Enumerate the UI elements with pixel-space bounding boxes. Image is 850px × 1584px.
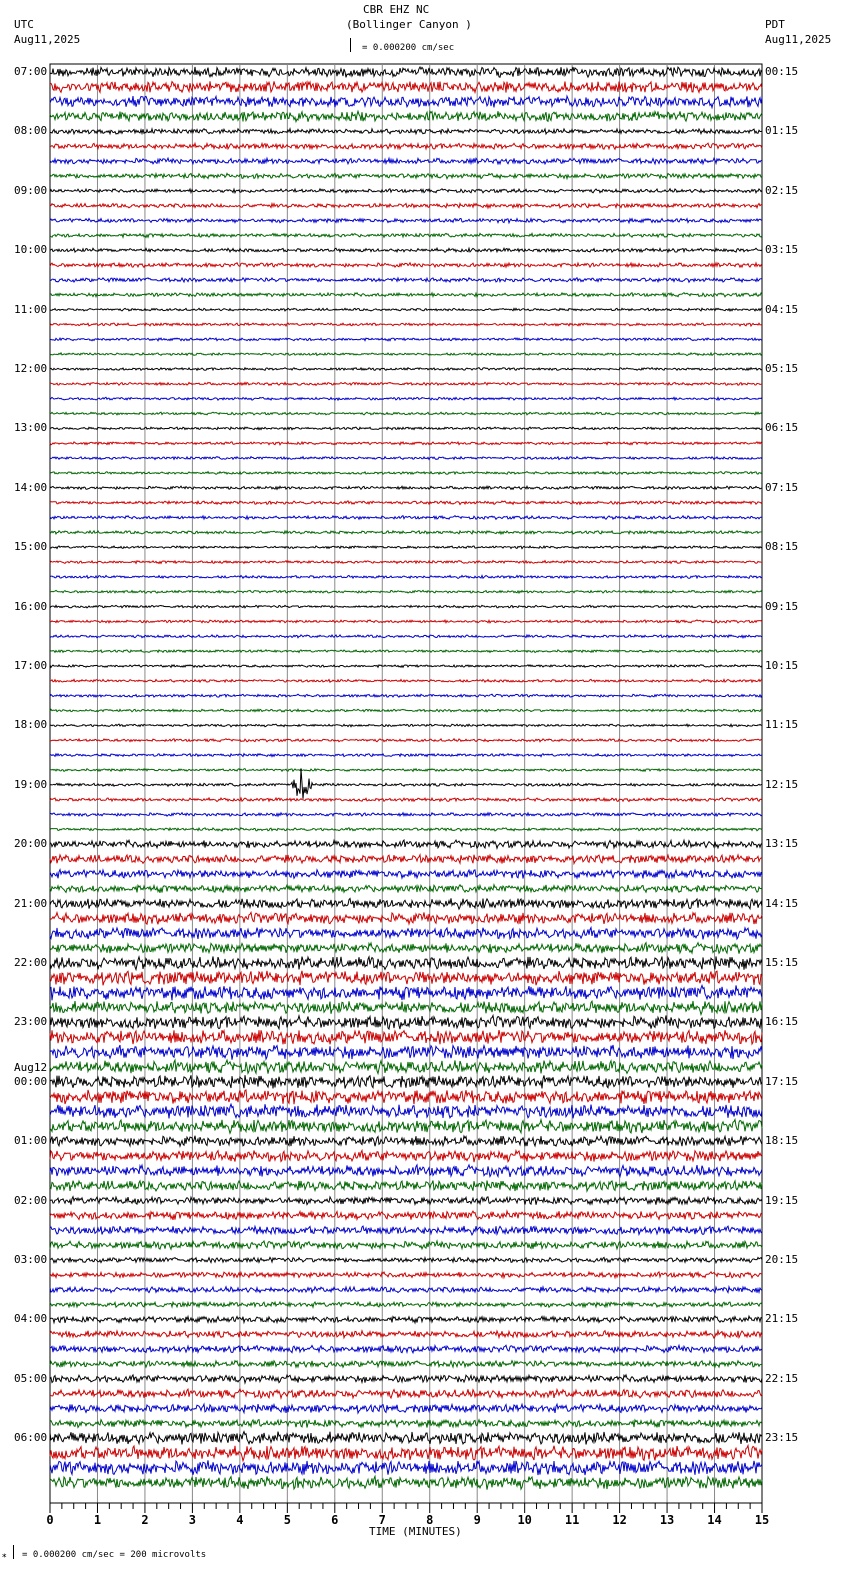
x-tick-label: 3 — [188, 1513, 197, 1527]
utc-hour-label: 17:00 — [14, 659, 48, 672]
x-tick-label: 1 — [93, 1513, 102, 1527]
seismic-trace — [50, 189, 762, 193]
seismic-trace — [50, 1432, 762, 1445]
footer-scale-note: = 0.000200 cm/sec = 200 microvolts — [22, 1550, 207, 1560]
utc-hour-label: 23:00 — [14, 1015, 48, 1029]
seismic-trace — [50, 724, 762, 727]
seismic-trace — [50, 1197, 762, 1205]
utc-hour-label: 05:00 — [14, 1371, 48, 1385]
x-tick-label: 5 — [283, 1513, 291, 1527]
seismic-trace — [50, 813, 762, 817]
seismic-trace — [50, 885, 762, 893]
pdt-hour-label: 15:15 — [765, 956, 799, 969]
seismic-trace — [50, 1241, 762, 1249]
seismic-trace — [50, 1136, 762, 1147]
seismic-trace — [50, 798, 762, 802]
seismic-trace — [50, 531, 762, 534]
seismic-trace — [50, 739, 762, 742]
seismic-trace — [50, 233, 762, 237]
seismic-trace — [50, 898, 762, 909]
utc-hour-label: 04:00 — [14, 1312, 48, 1326]
seismic-trace — [50, 956, 762, 969]
utc-hour-label: 15:00 — [14, 540, 48, 554]
seismic-trace — [50, 576, 762, 579]
x-tick-label: 0 — [46, 1513, 54, 1527]
utc-hour-label: 16:00 — [14, 599, 48, 613]
seismic-trace — [50, 1446, 762, 1461]
pdt-hour-label: 17:15 — [765, 1074, 799, 1088]
pdt-hour-label: 11:15 — [765, 718, 799, 732]
footer-scale-icon: ⁎ — [2, 1550, 7, 1560]
seismic-trace — [50, 293, 762, 297]
utc-hour-label: 11:00 — [14, 302, 48, 316]
seismic-trace — [50, 397, 762, 400]
seismic-trace — [50, 1030, 762, 1044]
pdt-hour-label: 03:15 — [765, 243, 799, 257]
seismic-trace — [50, 111, 762, 122]
seismic-trace — [50, 129, 762, 134]
seismic-trace — [50, 679, 762, 682]
seismic-trace — [50, 338, 762, 341]
seismic-trace — [50, 1211, 762, 1220]
pdt-hour-label: 22:15 — [765, 1371, 799, 1385]
left-timezone: UTC — [14, 18, 34, 31]
x-tick-label: 14 — [707, 1513, 722, 1527]
utc-hour-label: 19:00 — [14, 777, 48, 791]
x-tick-label: 9 — [473, 1513, 481, 1527]
seismic-trace — [50, 96, 762, 108]
pdt-hour-label: 13:15 — [765, 837, 799, 851]
seismic-trace — [50, 1104, 762, 1118]
x-tick-label: 8 — [426, 1513, 434, 1527]
seismic-trace — [50, 855, 762, 864]
seismic-trace — [50, 67, 762, 78]
seismic-trace — [50, 323, 762, 326]
utc-hour-label: 07:00 — [14, 65, 48, 78]
seismic-trace — [50, 1361, 762, 1368]
seismic-trace — [50, 219, 762, 223]
utc-hour-label: 20:00 — [14, 837, 48, 851]
seismic-trace — [50, 353, 762, 356]
seismic-trace — [50, 263, 762, 268]
scale-label: = 0.000200 cm/sec — [362, 43, 455, 53]
seismic-trace — [50, 1226, 762, 1235]
x-tick-label: 10 — [517, 1513, 532, 1527]
utc-hour-label: 09:00 — [14, 183, 48, 197]
seismic-trace — [50, 769, 762, 772]
left-date: Aug11,2025 — [14, 33, 81, 46]
seismic-trace — [50, 308, 762, 311]
seismic-trace — [50, 635, 762, 638]
pdt-hour-label: 23:15 — [765, 1431, 799, 1445]
x-tick-label: 15 — [754, 1513, 770, 1527]
seismic-trace — [50, 516, 762, 520]
seismic-trace — [50, 1375, 762, 1383]
seismic-trace — [50, 912, 762, 924]
seismic-trace — [50, 382, 762, 385]
pdt-hour-label: 07:15 — [765, 480, 799, 494]
seismic-trace — [50, 828, 762, 831]
seismic-trace — [50, 412, 762, 415]
seismic-trace — [50, 278, 762, 282]
seismic-trace — [50, 1150, 762, 1162]
seismic-trace — [50, 1302, 762, 1307]
seismic-trace — [50, 173, 762, 178]
utc-hour-label: 00:00 — [14, 1074, 48, 1088]
seismic-trace — [50, 368, 762, 371]
x-tick-label: 12 — [612, 1513, 627, 1527]
seismic-trace — [50, 427, 762, 430]
pdt-hour-label: 04:15 — [765, 302, 799, 316]
seismic-trace — [50, 1460, 762, 1475]
seismic-trace — [50, 650, 762, 653]
seismic-trace — [50, 1420, 762, 1428]
utc-hour-label: 10:00 — [14, 243, 48, 257]
right-timezone: PDT — [765, 18, 785, 31]
pdt-hour-label: 20:15 — [765, 1253, 799, 1266]
x-axis-label: TIME (MINUTES) — [369, 1525, 462, 1538]
seismic-trace — [50, 1389, 762, 1398]
utc-hour-label: 06:00 — [14, 1431, 48, 1445]
seismic-trace — [50, 943, 762, 954]
seismic-trace — [50, 442, 762, 445]
seismic-trace — [50, 870, 762, 879]
pdt-hour-label: 21:15 — [765, 1312, 799, 1326]
pdt-hour-label: 12:15 — [765, 777, 799, 791]
seismic-trace — [50, 1001, 762, 1015]
utc-hour-label: 21:00 — [14, 896, 48, 910]
pdt-hour-label: 06:15 — [765, 421, 799, 435]
seismic-trace — [50, 1120, 762, 1134]
seismic-trace — [50, 1316, 762, 1323]
seismic-trace — [50, 620, 762, 623]
seismic-trace — [50, 1476, 762, 1489]
seismic-trace — [50, 590, 762, 593]
pdt-hour-label: 16:15 — [765, 1015, 799, 1029]
seismic-trace — [50, 1287, 762, 1293]
seismic-trace — [50, 694, 762, 697]
seismic-trace — [50, 1404, 762, 1413]
x-tick-label: 6 — [331, 1513, 339, 1527]
x-tick-label: 13 — [659, 1513, 675, 1527]
station-name: (Bollinger Canyon ) — [346, 18, 472, 31]
seismic-trace — [50, 501, 762, 505]
x-tick-label: 4 — [236, 1513, 244, 1527]
seismic-trace — [50, 1257, 762, 1262]
seismic-trace — [50, 1181, 762, 1192]
seismic-trace — [50, 665, 762, 668]
right-date: Aug11,2025 — [765, 33, 832, 46]
seismic-trace — [50, 546, 762, 549]
utc-hour-label: 08:00 — [14, 124, 48, 138]
x-tick-label: 11 — [564, 1513, 580, 1527]
utc-hour-label: 13:00 — [14, 421, 48, 435]
pdt-hour-label: 05:15 — [765, 362, 799, 375]
seismic-trace — [50, 486, 762, 489]
seismic-trace — [50, 1272, 762, 1278]
pdt-hour-label: 09:15 — [765, 599, 799, 613]
utc-hour-label: 03:00 — [14, 1253, 48, 1266]
seismic-trace — [50, 561, 762, 564]
x-tick-label: 7 — [378, 1513, 386, 1527]
pdt-hour-label: 18:15 — [765, 1134, 799, 1148]
utc-hour-label: 22:00 — [14, 956, 48, 969]
seismic-trace — [50, 472, 762, 475]
seismic-trace — [50, 1016, 762, 1030]
utc-hour-label: 14:00 — [14, 480, 48, 494]
date-change-label: Aug12 — [14, 1060, 48, 1074]
seismic-trace — [50, 1060, 762, 1074]
utc-hour-label: 02:00 — [14, 1193, 48, 1207]
pdt-hour-label: 00:15 — [765, 65, 799, 78]
seismic-trace — [50, 1165, 762, 1177]
seismic-trace — [50, 1090, 762, 1104]
pdt-hour-label: 19:15 — [765, 1193, 799, 1207]
seismic-trace — [50, 1045, 762, 1060]
seismic-trace — [50, 248, 762, 252]
utc-hour-label: 12:00 — [14, 362, 48, 375]
seismic-trace — [50, 1075, 762, 1088]
seismic-trace — [50, 158, 762, 164]
seismic-trace — [50, 1331, 762, 1339]
pdt-hour-label: 08:15 — [765, 540, 799, 554]
seismic-trace — [50, 605, 762, 608]
x-tick-label: 2 — [141, 1513, 149, 1527]
seismic-trace — [50, 754, 762, 757]
pdt-hour-label: 14:15 — [765, 896, 799, 910]
seismic-trace — [50, 971, 762, 986]
seismic-trace — [50, 709, 762, 712]
seismic-trace — [50, 985, 762, 1000]
utc-hour-label: 01:00 — [14, 1134, 48, 1148]
seismic-trace — [50, 143, 762, 149]
pdt-hour-label: 01:15 — [765, 124, 799, 138]
seismic-trace — [50, 928, 762, 940]
pdt-hour-label: 10:15 — [765, 659, 799, 672]
pdt-hour-label: 02:15 — [765, 183, 799, 197]
seismic-trace — [50, 769, 762, 799]
seismic-trace — [50, 81, 762, 92]
seismic-trace — [50, 457, 762, 460]
seismic-trace — [50, 840, 762, 848]
seismic-trace — [50, 1345, 762, 1353]
utc-hour-label: 18:00 — [14, 718, 48, 732]
station-title: CBR EHZ NC — [363, 3, 430, 16]
seismic-trace — [50, 204, 762, 208]
